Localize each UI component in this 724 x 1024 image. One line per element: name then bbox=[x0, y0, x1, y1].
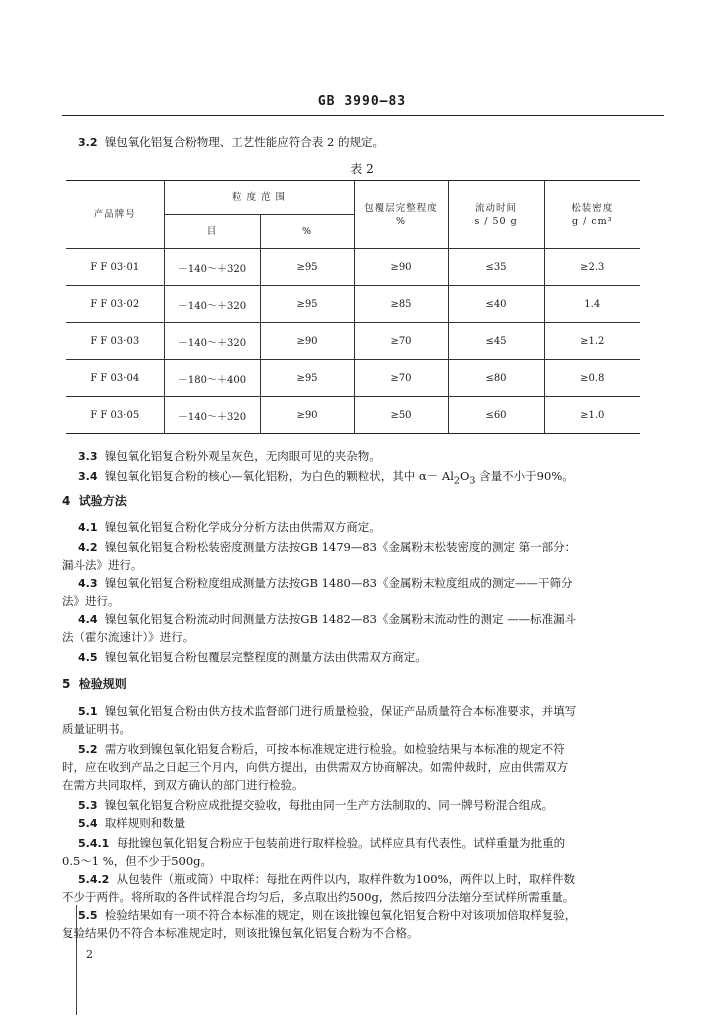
header-product: 产品牌号 bbox=[66, 181, 164, 249]
clause-3-3 bbox=[78, 447, 381, 466]
clause-text: 取样规则和数量 bbox=[104, 816, 186, 830]
cell-product: F F 03·03 bbox=[66, 323, 164, 360]
clause-text: 镍包氧化铝复合粉的核心—氧化铝粉，为白色的颗粒状，其中 α－ Al bbox=[104, 469, 454, 483]
clause-5-4-2 bbox=[78, 870, 648, 889]
binding-margin-line bbox=[76, 905, 77, 1015]
clause-number: 3.4 bbox=[78, 470, 98, 483]
standard-header: GB 3990—83 bbox=[317, 94, 407, 109]
header-density: 松装密度 g / cm³ bbox=[544, 181, 640, 249]
clause-number: 5.4.2 bbox=[78, 873, 110, 886]
clause-5-2-cont2: 在需方共同取样，到双方确认的部门进行检验。 bbox=[62, 778, 304, 792]
cell-density: ≥1.2 bbox=[544, 323, 640, 360]
clause-number: 5.4.1 bbox=[78, 837, 110, 850]
section-4-heading bbox=[62, 492, 127, 509]
cell-flow: ≤80 bbox=[448, 360, 544, 397]
clause-text: 镍包氧化铝复合粉由供方技术监督部门进行质量检验，保证产品质量符合本标准要求，并填写 bbox=[104, 704, 577, 718]
clause-4-2 bbox=[78, 538, 648, 557]
section-title: 检验规则 bbox=[78, 677, 127, 691]
clause-text: 镍包氧化铝复合粉化学成分分析方法由供需双方商定。 bbox=[104, 520, 381, 534]
clause-number: 4.2 bbox=[78, 541, 98, 554]
clause-number: 4.3 bbox=[78, 577, 98, 590]
table-row bbox=[66, 249, 640, 286]
cell-percent: ≥90 bbox=[260, 397, 354, 434]
oxygen-symbol: O bbox=[459, 469, 470, 483]
clause-5-5-cont: 复验结果仍不符合本标准规定时，则该批镍包氧化铝复合粉为不合格。 bbox=[62, 926, 419, 940]
clause-text: 需方收到镍包氧化铝复合粉后，可按本标准规定进行检验。如检验结果与本标准的规定不符 bbox=[104, 742, 565, 756]
clause-5-4-1 bbox=[78, 834, 648, 853]
clause-5-2-cont: 时，应在收到产品之日起三个月内，向供方提出，由供需双方协商解决。如需仲裁时，应由供需双方 bbox=[62, 760, 568, 774]
cell-density: ≥0.8 bbox=[544, 360, 640, 397]
clause-4-4-cont: 法（霍尔流速计）》进行。 bbox=[62, 630, 195, 644]
clause-4-4 bbox=[78, 610, 648, 629]
clause-text: 镍包氧化铝复合粉流动时间测量方法按GB 1482—83《金属粉末流动性的测定 ——标准漏斗 bbox=[104, 612, 577, 626]
table-row bbox=[66, 397, 640, 434]
table-caption: 表 2 bbox=[350, 162, 374, 176]
page-number: 2 bbox=[86, 948, 93, 961]
cell-mesh: －140～＋320 bbox=[164, 323, 260, 360]
clause-text: 镍包氧化铝复合粉粒度组成测量方法按GB 1480—83《金属粉末粒度组成的测定——干筛分 bbox=[104, 576, 573, 590]
clause-number: 4.4 bbox=[78, 613, 98, 626]
cell-coating: ≥90 bbox=[354, 249, 448, 286]
cell-coating: ≥50 bbox=[354, 397, 448, 434]
cell-mesh: －140～＋320 bbox=[164, 249, 260, 286]
clause-text: 镍包氧化铝复合粉外观呈灰色，无肉眼可见的夹杂物。 bbox=[104, 449, 381, 463]
clause-text: 从包装件（瓶或筒）中取样：每批在两件以内，取样件数为100%，两件以上时，取样件数 bbox=[116, 872, 576, 886]
clause-3-2 bbox=[78, 133, 384, 152]
cell-product: F F 03·05 bbox=[66, 397, 164, 434]
clause-5-1 bbox=[78, 702, 648, 721]
cell-mesh: －180～＋400 bbox=[164, 360, 260, 397]
section-title: 试验方法 bbox=[78, 494, 127, 508]
header-rule bbox=[62, 115, 664, 116]
cell-percent: ≥95 bbox=[260, 286, 354, 323]
clause-text: 镍包氧化铝复合粉物理、工艺性能应符合表 2 的规定。 bbox=[104, 135, 384, 149]
clause-text: 每批镍包氧化铝复合粉应于包装前进行取样检验。试样应具有代表性。试样重量为批重的 bbox=[116, 836, 566, 850]
subscript: 3 bbox=[469, 475, 476, 487]
cell-mesh: －140～＋320 bbox=[164, 397, 260, 434]
cell-density: ≥1.0 bbox=[544, 397, 640, 434]
header-coating: 包覆层完整程度 % bbox=[354, 181, 448, 249]
section-number: 5 bbox=[62, 677, 71, 691]
clause-5-1-cont: 质量证明书。 bbox=[62, 722, 131, 736]
clause-4-5 bbox=[78, 648, 427, 667]
table-row bbox=[66, 360, 640, 397]
clause-number: 3.2 bbox=[78, 136, 98, 149]
properties-table bbox=[66, 180, 640, 434]
cell-density: 1.4 bbox=[544, 286, 640, 323]
cell-mesh: －140～＋320 bbox=[164, 286, 260, 323]
clause-5-4-1-cont: 0.5～1 %，但不少于500g。 bbox=[62, 854, 212, 868]
clause-4-3 bbox=[78, 574, 648, 593]
header-particle-size: 粒 度 范 围 bbox=[164, 181, 354, 215]
cell-coating: ≥85 bbox=[354, 286, 448, 323]
table-row bbox=[66, 286, 640, 323]
clause-3-4 bbox=[78, 467, 574, 490]
section-5-heading bbox=[62, 675, 127, 692]
cell-coating: ≥70 bbox=[354, 360, 448, 397]
clause-number: 4.5 bbox=[78, 651, 98, 664]
clause-number: 5.2 bbox=[78, 743, 98, 756]
header-mesh: 目 bbox=[164, 215, 260, 249]
clause-number: 5.1 bbox=[78, 705, 98, 718]
cell-flow: ≤35 bbox=[448, 249, 544, 286]
clause-text: 检验结果如有一项不符合本标准的规定，则在该批镍包氧化铝复合粉中对该项加倍取样复验， bbox=[104, 908, 577, 922]
cell-percent: ≥95 bbox=[260, 249, 354, 286]
clause-4-2-cont: 漏斗法》进行。 bbox=[62, 558, 143, 572]
table-row bbox=[66, 323, 640, 360]
cell-flow: ≤45 bbox=[448, 323, 544, 360]
clause-5-4-2-cont: 不少于两件。将所取的各件试样混合均匀后，多点取出约500g，然后按四分法缩分至试样所需重量。 bbox=[62, 890, 575, 904]
clause-number: 3.3 bbox=[78, 450, 98, 463]
cell-product: F F 03·04 bbox=[66, 360, 164, 397]
clause-5-4 bbox=[78, 814, 185, 833]
cell-percent: ≥95 bbox=[260, 360, 354, 397]
clause-number: 5.5 bbox=[78, 909, 98, 922]
clause-4-1 bbox=[78, 518, 381, 537]
clause-text: 含量不小于90%。 bbox=[475, 469, 574, 483]
clause-text: 镍包氧化铝复合粉应成批提交验收，每批由同一生产方法制取的、同一牌号粉混合组成。 bbox=[104, 798, 554, 812]
section-number: 4 bbox=[62, 494, 71, 508]
clause-4-3-cont: 法》进行。 bbox=[62, 594, 120, 608]
cell-product: F F 03·02 bbox=[66, 286, 164, 323]
subscript: 2 bbox=[453, 475, 460, 487]
cell-density: ≥2.3 bbox=[544, 249, 640, 286]
clause-5-5 bbox=[78, 906, 648, 925]
header-percent: % bbox=[260, 215, 354, 249]
cell-product: F F 03·01 bbox=[66, 249, 164, 286]
clause-5-3 bbox=[78, 796, 553, 815]
cell-percent: ≥90 bbox=[260, 323, 354, 360]
clause-5-2 bbox=[78, 740, 648, 759]
clause-text: 镍包氧化铝复合粉松装密度测量方法按GB 1479—83《金属粉末松装密度的测定 第一部分： bbox=[104, 540, 577, 554]
clause-number: 5.4 bbox=[78, 817, 98, 830]
cell-flow: ≤40 bbox=[448, 286, 544, 323]
clause-number: 4.1 bbox=[78, 521, 98, 534]
clause-number: 5.3 bbox=[78, 799, 98, 812]
cell-flow: ≤60 bbox=[448, 397, 544, 434]
clause-text: 镍包氧化铝复合粉包覆层完整程度的测量方法由供需双方商定。 bbox=[104, 650, 427, 664]
cell-coating: ≥70 bbox=[354, 323, 448, 360]
header-flow-time: 流动时间 s / 50 g bbox=[448, 181, 544, 249]
